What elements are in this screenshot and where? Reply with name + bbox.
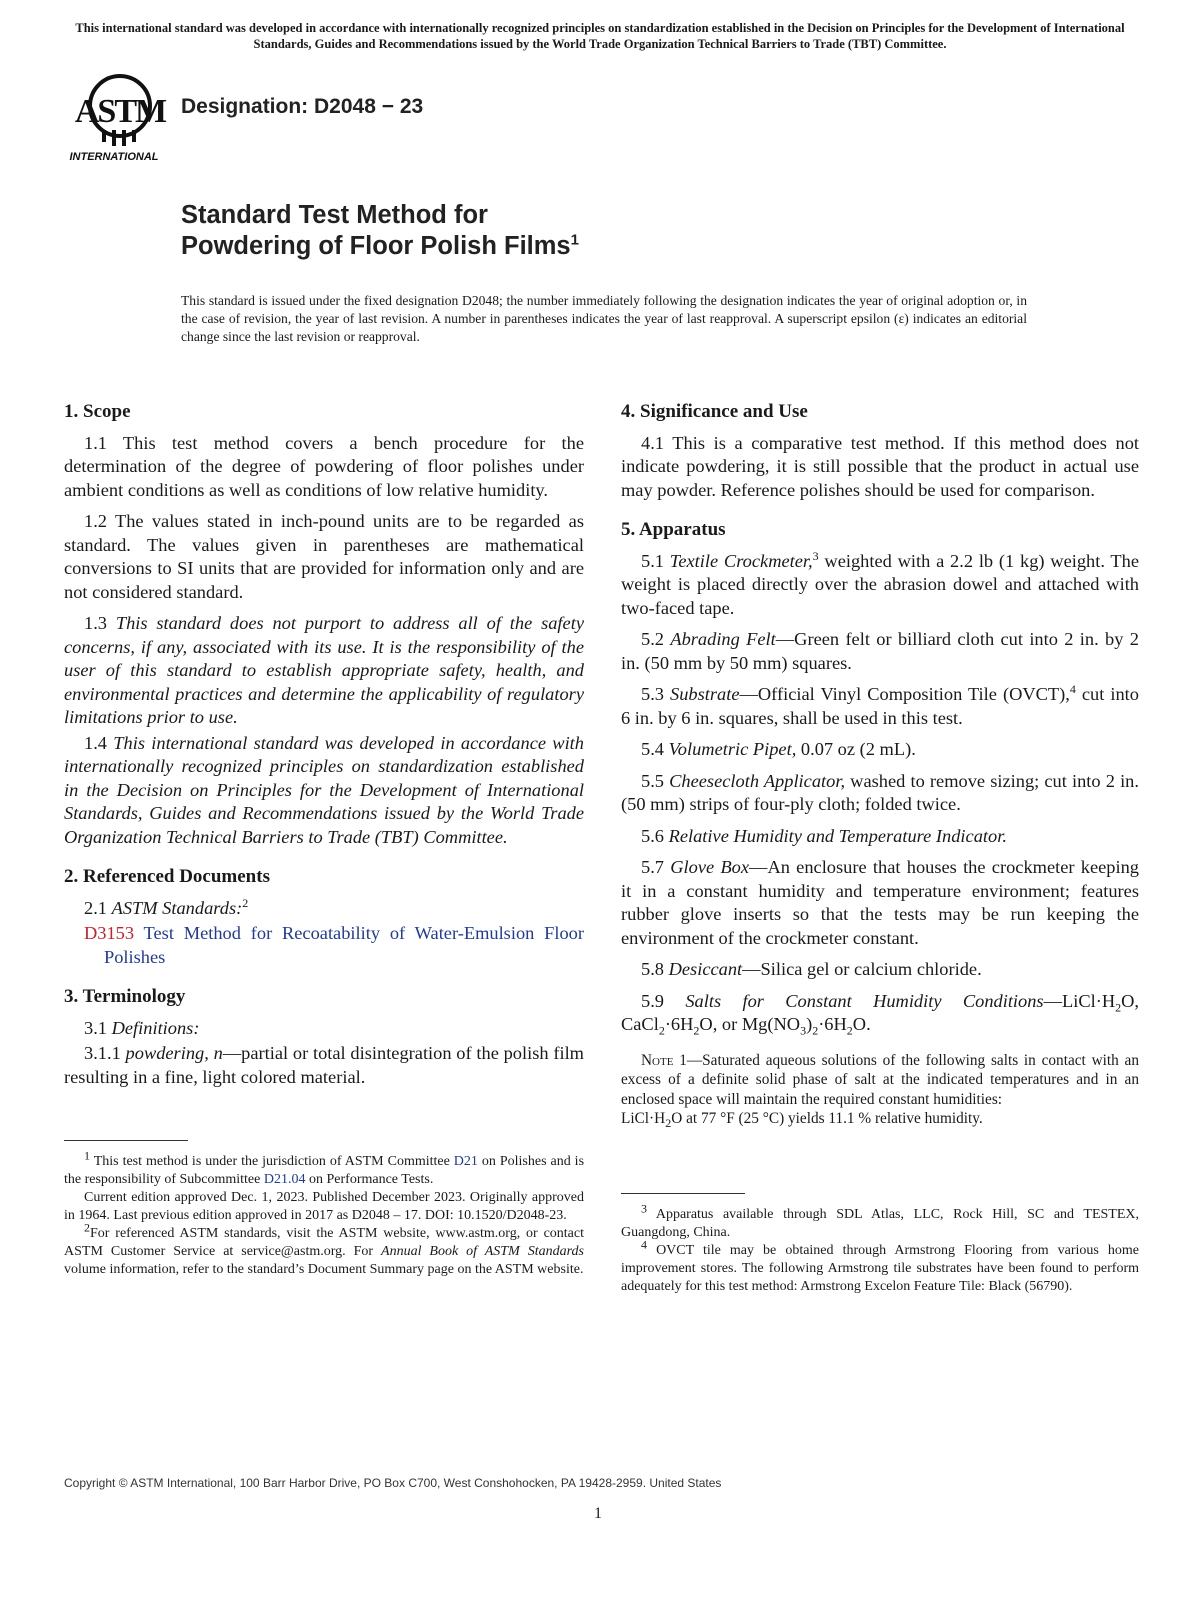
paragraph-1-2: 1.2 The values stated in inch-pound units are to be regarded as standard. The values given in parentheses are mathematical conversions to SI units that are provided for information only and are not considered standard.	[64, 511, 584, 602]
paragraph-5-2	[621, 628, 1139, 675]
paragraph-5-2-text: —Green felt or billiard cloth cut into 2 in. by 2 in. (50 mm by 50 mm) squares.	[621, 629, 1139, 673]
footnote-1	[64, 1148, 585, 1189]
footnote-1-text-c: on Performance Tests.	[309, 1172, 434, 1187]
footnote-2-text-b: volume information, refer to the standard’s Document Summary page on the ASTM website.	[64, 1262, 584, 1277]
note-line-prefix: at 77 °F (25 °C)	[686, 1110, 785, 1127]
section-3-heading: 3. Terminology	[64, 986, 186, 1007]
paragraph-1-1: 1.1 This test method covers a bench procedure for the determination of the degree of powdering of floor polishes under ambient conditions as well as conditions of low relative humidity.	[64, 432, 584, 500]
paragraph-5-4-text: 0.07 oz (2 mL).	[796, 739, 916, 759]
title-line-2-text: Powdering of Floor Polish Films	[181, 232, 571, 260]
definition-term: powdering, n	[125, 1043, 223, 1063]
left-column	[64, 400, 584, 1097]
paragraph-5-4	[621, 738, 1139, 762]
paragraph-5-3-term: Substrate	[670, 684, 740, 704]
title-footnote-mark: 1	[570, 231, 579, 249]
paragraph-5-4-term: Volumetric Pipet,	[668, 739, 797, 759]
paragraph-5-3-text-b: cut into 6 in. by 6 in. squares, shall be used in this test.	[621, 684, 1139, 728]
issued-statement: This standard is issued under the fixed designation D2048; the number immediately following the designation indicates the year of original adoption or, in the case of revision, the year of last revision. A number in parentheses indicates the year of last reapproval. A superscript epsilon (ε) indicates an editorial change since the last revision or reapproval.	[181, 293, 1027, 344]
paragraph-1-3-number: 1.3	[84, 613, 107, 633]
paragraph-5-7-text: —An enclosure that houses the crockmeter keeping it in a constant humidity and temperature environment; features rubber glove inserts so that the tests may be run keeping the environment of the crockmeter constant.	[621, 857, 1139, 948]
paragraph-5-8	[621, 958, 1139, 982]
footnote-rule-right	[621, 1193, 745, 1194]
paragraph-5-3	[621, 683, 1139, 730]
paragraph-2-1-text: ASTM Standards:	[111, 897, 243, 918]
paragraph-5-8-term: Desiccant	[668, 959, 743, 979]
paragraph-5-1-term: Textile Crockmeter,	[669, 550, 813, 571]
paragraph-1-3	[64, 612, 584, 730]
section-4-heading: 4. Significance and Use	[621, 401, 808, 422]
title-line-1: Standard Test Method for	[181, 201, 488, 229]
designation: Designation: D2048 − 23	[181, 95, 424, 118]
footnote-rule-left	[64, 1140, 188, 1141]
definition-text: —partial or total disintegration of the polish film resulting in a fine, light colored material.	[64, 1043, 584, 1087]
page-number: 1	[594, 1505, 602, 1522]
salt-formulas: $—LiCl\cdot H_2O$, $CaCl_2\cdot 6H_2O$, or $Mg(NO_3)_2\cdot 6H_2O$.	[621, 990, 1139, 1038]
paragraph-5-1-text: weighted with a 2.2 lb (1 kg) weight. The weight is placed directly over the abrasion dowel and attached with two-faced tape.	[621, 550, 1140, 618]
title-line-2	[181, 231, 579, 262]
paragraph-5-2-term: Abrading Felt	[670, 629, 776, 649]
paragraph-5-9-term: Salts for Constant Humidity Conditions	[685, 990, 1044, 1011]
referenced-standard-d3153[interactable]	[84, 922, 584, 969]
paragraph-3-1	[64, 1017, 584, 1041]
footnote-2-italic: Annual Book of ASTM Standards	[381, 1244, 584, 1259]
paragraph-1-3-text: This standard does not purport to address all of the safety concerns, if any, associated with its use. It is the responsibility of the user of this standard to establish appropriate safety, health, and environmental practices and determine the applicability of regulatory limitations prior to use.	[64, 613, 584, 727]
paragraph-5-5-term: Cheesecloth Applicator,	[669, 770, 846, 791]
astm-international-logo	[64, 70, 168, 166]
note-text: —Saturated aqueous solutions of the following salts in contact with an excess of a definite solid phase of salt at the indicated temperatures and in an enclosed space will maintain the required constant humidities:	[621, 1051, 1139, 1108]
footnotes-right	[621, 1201, 1140, 1296]
footnote-1-text-a: This test method is under the jurisdiction of ASTM Committee	[93, 1154, 450, 1169]
paragraph-1-4-text: This international standard was developed in accordance with internationally recognized principles on standardization established in the Decision on Principles for the Development of International Standards, Guides and Recommendations issued by the World Trade Organization Technical Barriers to Trade (TBT) Committee.	[64, 732, 584, 847]
footnote-1-edition: Current edition approved Dec. 1, 2023. Published December 2023. Originally approved in 1964. Last previous edition approved in 2017 as D2048 – 17. DOI: 10.1520/D2048-23.	[64, 1190, 584, 1223]
paragraph-3-1-text: Definitions:	[111, 1017, 200, 1038]
paragraph-2-1-number: 2.1	[84, 897, 107, 918]
paragraph-5-9-number: 5.9	[641, 990, 664, 1011]
footnote-2-mark: 2	[84, 1220, 90, 1235]
paragraph-1-4	[64, 732, 584, 850]
international-standard-notice: This international standard was developed in accordance with internationally recognized principles on standardization established in the Decision on Principles for the Development of International Standards, Guides and Recommendations issued by the World Trade Organization Technical Barriers to Trade (TBT) Committee.	[75, 21, 1125, 51]
note-line-text: yields 11.1 % relative humidity.	[788, 1110, 983, 1127]
paragraph-5-3-text-a: —Official Vinyl Composition Tile (OVCT),	[739, 684, 1070, 704]
paragraph-1-4-number: 1.4	[84, 732, 107, 753]
paragraph-5-5	[621, 770, 1139, 817]
footnote-3-mark: 3	[641, 1201, 647, 1216]
ref-title-link[interactable]: Test Method for Recoatability of Water-Emulsion Floor Polishes	[104, 923, 585, 967]
paragraph-5-6-number: 5.6	[641, 825, 664, 846]
ref-code-link[interactable]: D3153	[84, 923, 135, 943]
footnote-1-mark: 1	[84, 1148, 90, 1163]
footnote-4-text: OVCT tile may be obtained through Armstrong Flooring from various home improvement stores. The following Armstrong tile substrates have been found to perform adequately for this test method: Armstrong Excelon Feature Tile: Black (56790).	[621, 1243, 1140, 1294]
paragraph-5-3-number: 5.3	[641, 684, 664, 704]
paragraph-5-1-sup: 3	[812, 548, 819, 563]
paragraph-5-4-number: 5.4	[641, 739, 664, 759]
paragraph-5-6-term: Relative Humidity and Temperature Indicator.	[668, 825, 1007, 846]
subcommittee-d2104-link[interactable]: D21.04	[263, 1172, 306, 1187]
paragraph-5-2-number: 5.2	[641, 629, 664, 649]
footnote-3	[621, 1201, 1139, 1242]
svg-text:ASTM: ASTM	[74, 93, 166, 130]
note-label: Note 1	[641, 1051, 687, 1069]
paragraph-3-1-1	[64, 1042, 584, 1089]
paragraph-5-7-number: 5.7	[641, 857, 664, 877]
footnote-2	[64, 1220, 584, 1279]
paragraph-5-5-number: 5.5	[641, 770, 664, 791]
paragraph-5-7	[621, 856, 1139, 950]
footnotes-left	[64, 1148, 585, 1279]
copyright-notice: Copyright © ASTM International, 100 Barr Harbor Drive, PO Box C700, West Conshohocken, PA 19428-2959. United States	[64, 1476, 722, 1490]
footnote-4-mark: 4	[641, 1237, 647, 1252]
footnote-1-text-b: on Polishes and is the responsibility of Subcommittee	[64, 1154, 585, 1187]
paragraph-5-6	[621, 825, 1139, 849]
logo-subtext: INTERNATIONAL	[69, 151, 159, 163]
paragraph-5-3-sup: 4	[1069, 681, 1076, 696]
section-2-heading: 2. Referenced Documents	[64, 866, 270, 887]
paragraph-5-7-term: Glove Box	[670, 857, 750, 877]
committee-d21-link[interactable]: D21	[453, 1154, 478, 1169]
footnote-4	[621, 1237, 1140, 1296]
note-humidity-line	[621, 1109, 1139, 1129]
paragraph-3-1-number: 3.1	[84, 1017, 107, 1038]
paragraph-2-1	[64, 897, 584, 921]
paragraph-5-1-number: 5.1	[641, 550, 664, 571]
note-salt-formula: $LiCl\cdot H_2O$	[621, 1110, 683, 1131]
section-1-heading: 1. Scope	[64, 401, 131, 422]
paragraph-5-8-text: —Silica gel or calcium chloride.	[742, 959, 982, 979]
paragraph-2-1-sup: 2	[242, 895, 249, 910]
paragraph-3-1-1-number: 3.1.1	[84, 1043, 121, 1063]
footnote-2-text-a: For referenced ASTM standards, visit the ASTM website, www.astm.org, or contact ASTM Customer Service at service@astm.org. For	[64, 1226, 584, 1259]
paragraph-5-8-number: 5.8	[641, 959, 664, 979]
paragraph-5-1	[621, 550, 1139, 621]
right-column	[621, 400, 1139, 1129]
footnote-3-text: Apparatus available through SDL Atlas, LLC, Rock Hill, SC and TESTEX, Guangdong, China.	[621, 1207, 1139, 1240]
paragraph-4-1: 4.1 This is a comparative test method. If this method does not indicate powdering, it is still possible that the product in actual use may powder. Reference polishes should be used for comparison.	[621, 432, 1139, 500]
document-title	[181, 200, 579, 262]
paragraph-5-5-text: washed to remove sizing; cut into 2 in. (50 mm) strips of four-ply cloth; folded twice.	[621, 770, 1139, 814]
paragraph-5-9	[621, 990, 1139, 1037]
section-5-heading: 5. Apparatus	[621, 519, 726, 540]
note-1	[621, 1051, 1139, 1110]
